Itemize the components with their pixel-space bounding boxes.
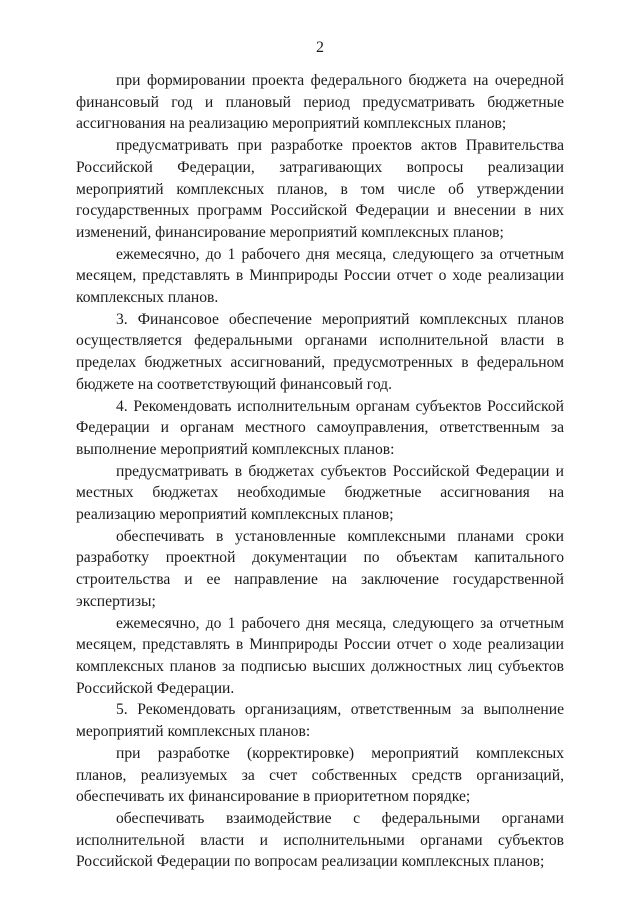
- paragraph-item-5-recommendation: 5. Рекомендовать организациям, ответственным за выполнение мероприятий комплексных планов:: [76, 701, 564, 741]
- paragraph-regional-budgets: предусматривать в бюджетах субъектов Российской Федерации и местных бюджетах необходимые бюджетные ассигнования на реализацию мероприятий комплексных планов;: [76, 462, 564, 524]
- paragraph-government-acts: предусматривать при разработке проектов актов Правительства Российской Федерации, затрагивающих вопросы реализации мероприятий комплексных планов, в том числе об утверждении государственных программ Российской Федерации и внесении в них изменений, финансирование мероприятий комплексных планов;: [76, 137, 564, 241]
- paragraph-item-4-recommendation: 4. Рекомендовать исполнительным органам субъектов Российской Федерации и органам местного самоуправления, ответственным за выполнение мероприятий комплексных планов:: [76, 397, 564, 458]
- document-body: [76, 70, 564, 873]
- paragraph-monthly-report-regional: ежемесячно, до 1 рабочего дня месяца, следующего за отчетным месяцем, представлять в Минприроды России отчет о ходе реализации комплексных планов за подписью высших должностных лиц субъектов Российской Федерации.: [76, 614, 564, 697]
- paragraph-monthly-report-federal: ежемесячно, до 1 рабочего дня месяца, следующего за отчетным месяцем, представлять в Минприроды России отчет о ходе реализации комплексных планов.: [76, 245, 564, 307]
- paragraph-interaction: обеспечивать взаимодействие с федеральными органами исполнительной власти и исполнительными органами субъектов Российской Федерации по вопросам реализации комплексных планов;: [76, 809, 564, 871]
- paragraph-project-documentation: обеспечивать в установленные комплексными планами сроки разработку проектной документации по объектам капитального строительства и ее направление на заключение государственной экспертизы;: [76, 527, 564, 610]
- paragraph-budget-planning: при формировании проекта федерального бюджета на очередной финансовый год и плановый период предусматривать бюджетные ассигнования на реализацию мероприятий комплексных планов;: [76, 72, 564, 133]
- paragraph-item-3-financing: 3. Финансовое обеспечение мероприятий комплексных планов осуществляется федеральными органами исполнительной власти в пределах бюджетных ассигнований, предусмотренных в федеральном бюджете на соответствующий финансовый год.: [76, 310, 564, 393]
- page-number: 2: [316, 39, 324, 56]
- paragraph-own-funds: при разработке (корректировке) мероприятий комплексных планов, реализуемых за счет собственных средств организаций, обеспечивать их финансирование в приоритетном порядке;: [76, 744, 564, 806]
